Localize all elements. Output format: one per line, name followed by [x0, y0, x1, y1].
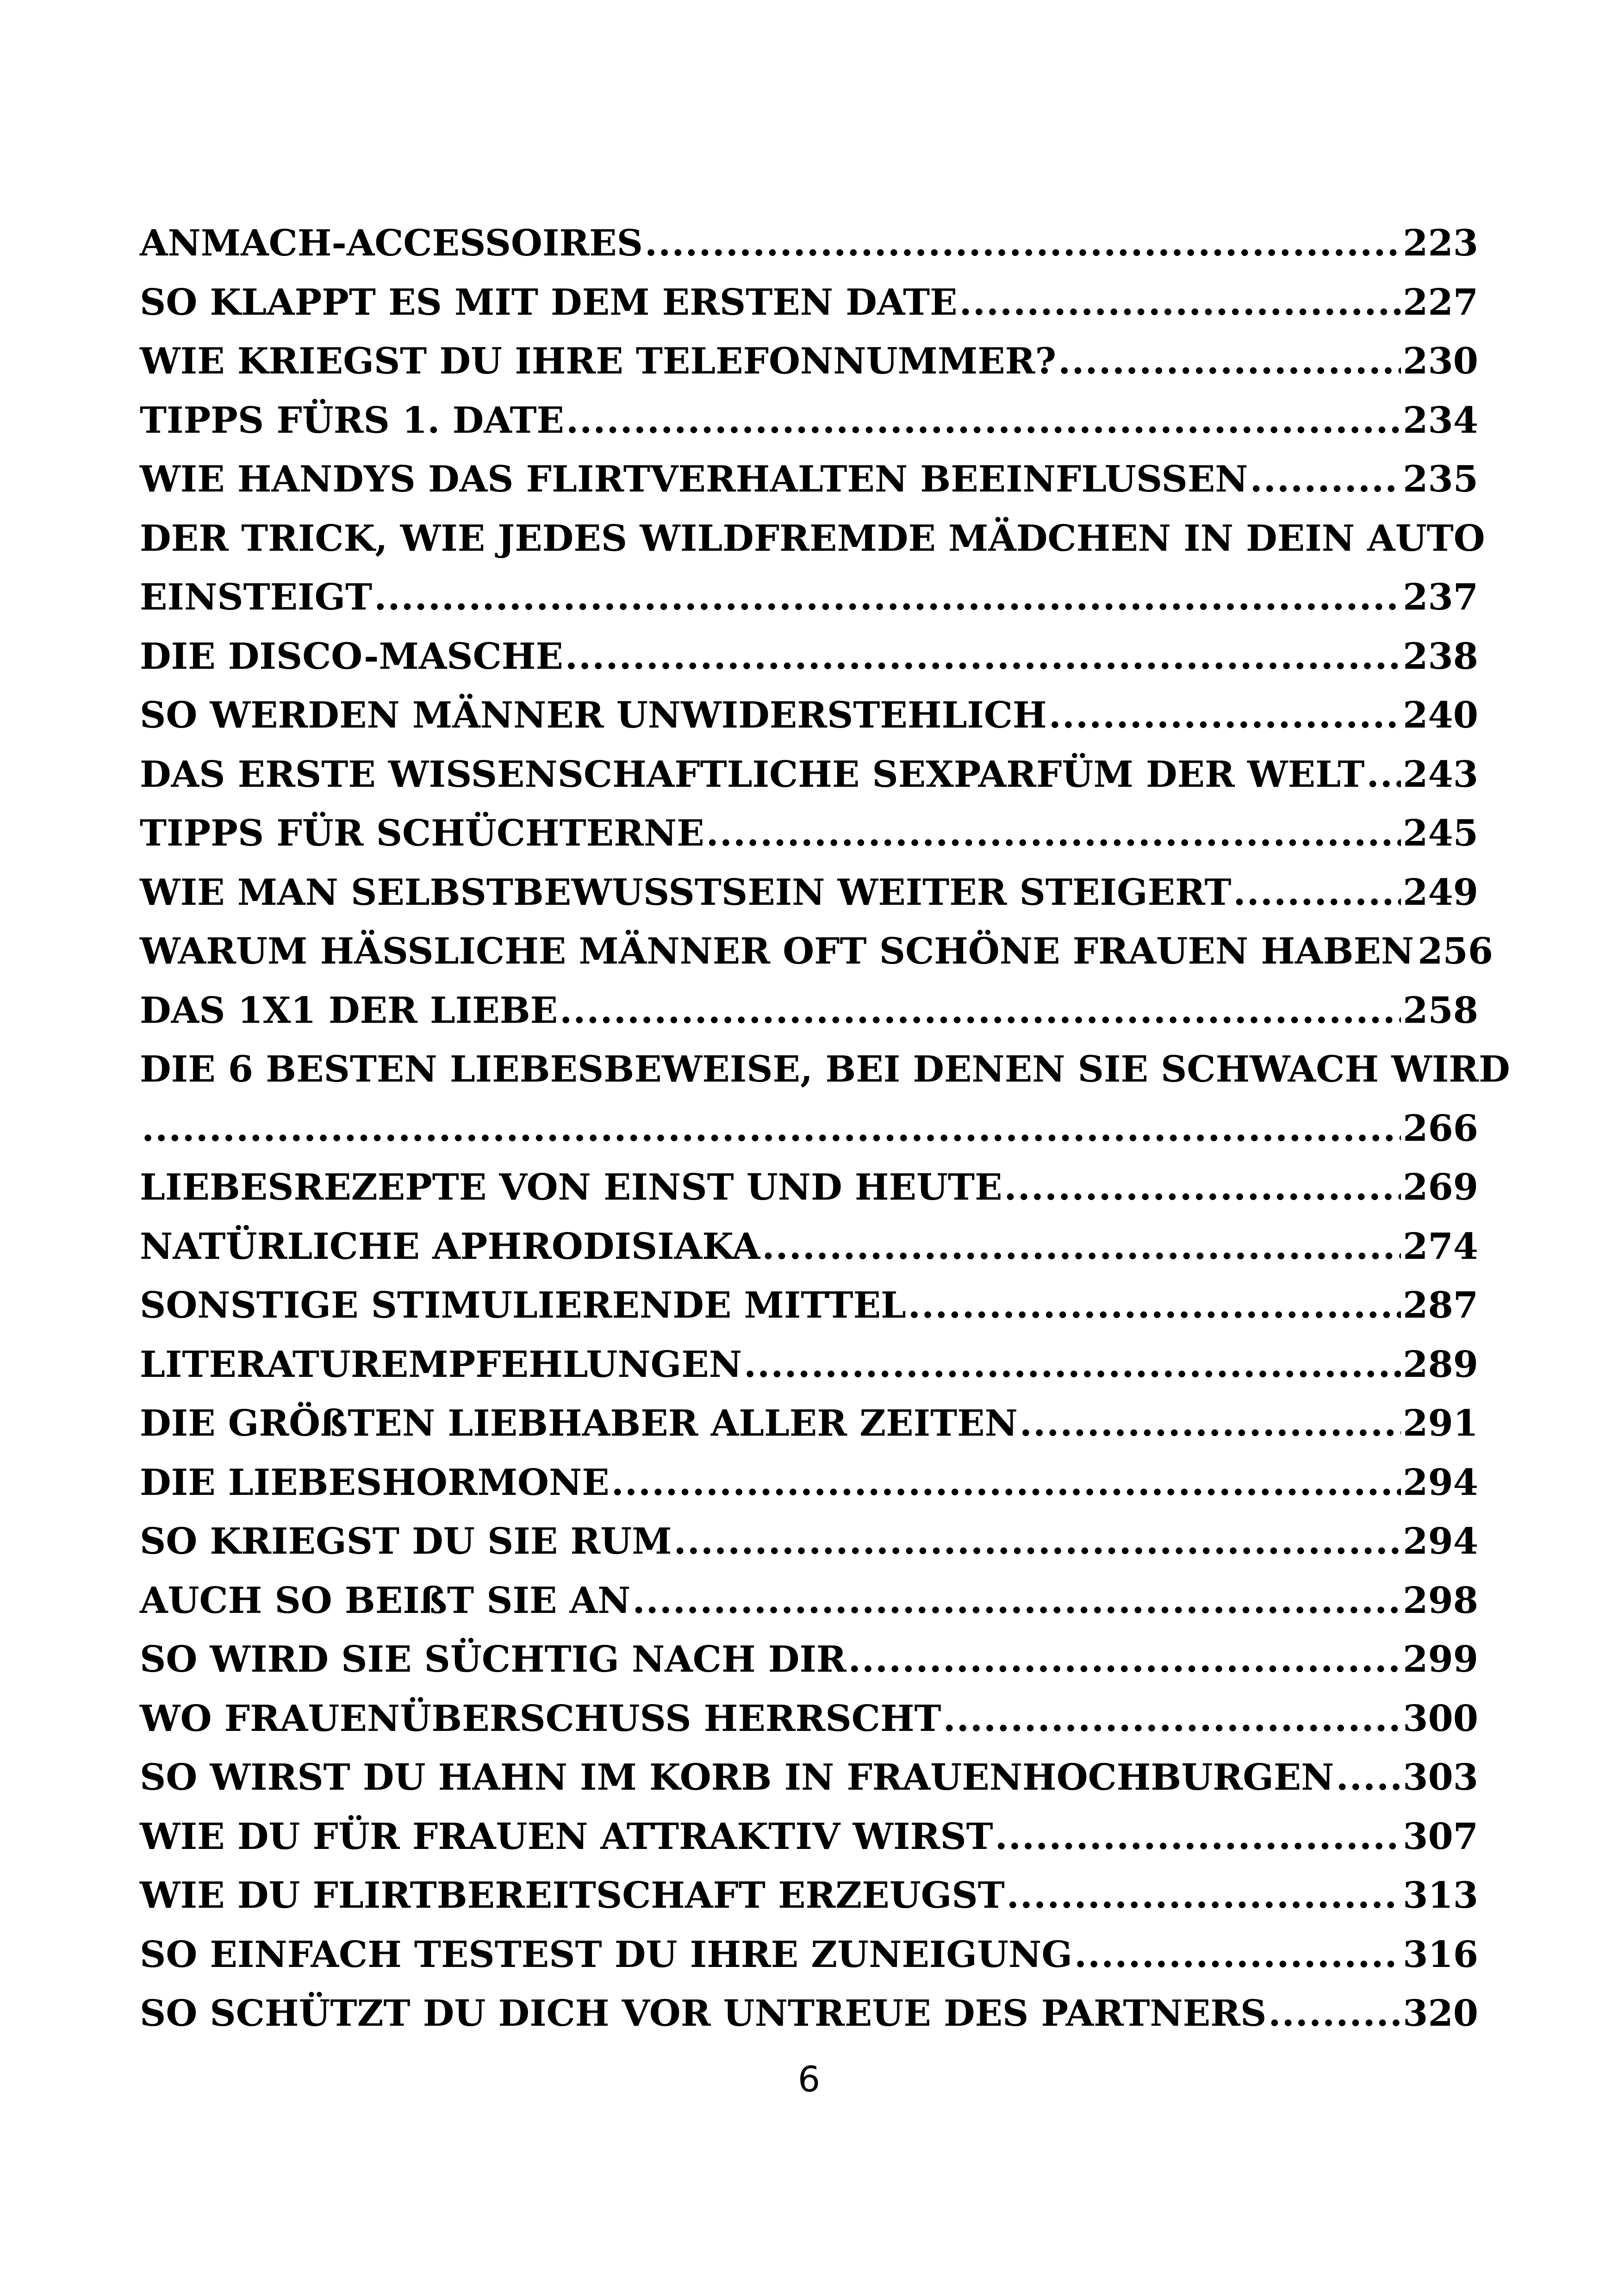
toc-entry-page: 234: [1403, 399, 1478, 442]
toc-entry: [140, 1276, 1478, 1335]
toc-entry-page: 227: [1403, 281, 1478, 324]
toc-entry-title: WIE MAN SELBSTBEWUSSTSEIN WEITER STEIGERT: [140, 871, 1232, 914]
toc-entry-title: WIE KRIEGST DU IHRE TELEFONNUMMER?: [140, 340, 1057, 382]
toc-dot-leader: [744, 1335, 1401, 1394]
toc-dot-leader: [611, 1453, 1401, 1512]
toc-entry: [140, 1689, 1478, 1748]
toc-entry-continuation: [140, 1099, 1478, 1158]
toc-entry-page: 299: [1403, 1638, 1478, 1680]
toc-dot-leader: [560, 981, 1401, 1040]
toc-entry: [140, 450, 1478, 509]
toc-entry-title: TIPPS FÜRS 1. DATE: [140, 399, 564, 442]
toc-entry-title: NATÜRLICHE APHRODISIAKA: [140, 1225, 760, 1268]
toc-entry: [140, 863, 1478, 922]
toc-entry-title: SO WIRST DU HAHN IM KORB IN FRAUENHOCHBURGEN: [140, 1756, 1334, 1798]
toc-dot-leader: [995, 1807, 1401, 1867]
toc-entry-title: LITERATUREMPFEHLUNGEN: [140, 1343, 742, 1386]
toc-entry-title: ANMACH-ACCESSOIRES: [140, 222, 643, 264]
toc-dot-leader: [908, 1276, 1401, 1335]
toc-entry-page: 298: [1403, 1579, 1478, 1622]
toc-dot-leader: [565, 627, 1401, 686]
toc-entry-page: 303: [1403, 1756, 1478, 1798]
toc-dot-leader: [566, 391, 1401, 450]
toc-entry-title: WIE DU FÜR FRAUEN ATTRAKTIV WIRST: [140, 1815, 993, 1858]
toc-dot-leader: [1268, 1984, 1401, 2043]
toc-entry-title: SO EINFACH TESTEST DU IHRE ZUNEIGUNG: [140, 1933, 1072, 1976]
toc-dot-leader: [1336, 1748, 1401, 1807]
toc-entry-page: 245: [1403, 812, 1478, 854]
toc-dot-leader: [1367, 745, 1401, 804]
toc-dot-leader: [943, 1689, 1401, 1748]
toc-entry-page: 235: [1403, 458, 1478, 500]
toc-dot-leader: [1007, 1866, 1401, 1925]
toc-entry-continuation: [140, 568, 1478, 627]
toc-entry: [140, 804, 1478, 863]
toc-entry-page: 238: [1403, 635, 1478, 678]
page-number: 6: [797, 2059, 821, 2100]
toc-entry: [140, 1807, 1478, 1867]
toc-dot-leader: [645, 214, 1401, 273]
toc-entry-title: SO KRIEGST DU SIE RUM: [140, 1520, 672, 1562]
toc-entry-title: DIE LIEBESHORMONE: [140, 1461, 610, 1504]
table-of-contents: [140, 214, 1510, 2043]
toc-entry-title: DAS ERSTE WISSENSCHAFTLICHE SEXPARFÜM DER WELT: [140, 753, 1365, 796]
toc-entry-title: WIE HANDYS DAS FLIRTVERHALTEN BEEINFLUSSEN: [140, 458, 1248, 500]
toc-entry-page: 258: [1403, 989, 1478, 1032]
toc-entry-page: 266: [1403, 1107, 1478, 1150]
toc-dot-leader: [374, 568, 1401, 627]
toc-entry: [140, 1748, 1478, 1807]
toc-entry: [140, 1040, 1510, 1158]
toc-dot-leader: [674, 1512, 1401, 1571]
toc-entry: [140, 981, 1478, 1040]
toc-entry: [140, 627, 1478, 686]
toc-dot-leader: [1004, 1158, 1401, 1217]
toc-entry-page: 300: [1403, 1697, 1478, 1740]
toc-entry-title: DIE 6 BESTEN LIEBESBEWEISE, BEI DENEN SIE SCHWACH WIRD: [140, 1048, 1510, 1090]
toc-dot-leader: [1058, 332, 1401, 391]
toc-entry-page: 313: [1403, 1874, 1478, 1916]
toc-entry: [140, 273, 1478, 332]
toc-entry-title: WARUM HÄSSLICHE MÄNNER OFT SCHÖNE FRAUEN HABEN: [140, 930, 1414, 972]
toc-entry: [140, 922, 1494, 981]
toc-entry: [140, 1217, 1478, 1276]
toc-entry-title: AUCH SO BEIßT SIE AN: [140, 1579, 631, 1622]
toc-entry-title: WIE DU FLIRTBEREITSCHAFT ERZEUGST: [140, 1874, 1005, 1916]
toc-entry-page: 230: [1403, 340, 1478, 382]
toc-dot-leader: [1074, 1925, 1401, 1985]
toc-entry: [140, 1984, 1478, 2043]
toc-dot-leader: [706, 804, 1401, 863]
toc-entry-title: LIEBESREZEPTE VON EINST UND HEUTE: [140, 1166, 1002, 1208]
toc-entry-title: SO WERDEN MÄNNER UNWIDERSTEHLICH: [140, 694, 1047, 736]
toc-entry-title: DER TRICK, WIE JEDES WILDFREMDE MÄDCHEN IN DEIN AUTO: [140, 517, 1485, 560]
toc-entry: [140, 509, 1485, 627]
toc-entry: [140, 1512, 1478, 1571]
toc-entry-page: 294: [1403, 1461, 1478, 1504]
toc-entry-page: 269: [1403, 1166, 1478, 1208]
toc-entry: [140, 332, 1478, 391]
toc-entry: [140, 1630, 1478, 1689]
toc-entry: [140, 1453, 1478, 1512]
toc-dot-leader: [959, 273, 1401, 332]
toc-dot-leader: [848, 1630, 1401, 1689]
toc-entry: [140, 686, 1478, 745]
toc-dot-leader: [1233, 863, 1401, 922]
toc-entry: [140, 1571, 1478, 1630]
toc-dot-leader: [762, 1217, 1401, 1276]
toc-entry-page: 237: [1403, 576, 1478, 618]
toc-dot-leader: [1250, 450, 1401, 509]
toc-entry: [140, 1925, 1478, 1985]
toc-entry-page: 316: [1403, 1933, 1478, 1976]
toc-entry-page: 256: [1418, 930, 1494, 972]
toc-entry-title: SO KLAPPT ES MIT DEM ERSTEN DATE: [140, 281, 958, 324]
toc-dot-leader: [1020, 1394, 1401, 1453]
toc-dot-leader: [1049, 686, 1401, 745]
toc-entry-page: 289: [1403, 1343, 1478, 1386]
toc-entry-page: 320: [1403, 1992, 1478, 2035]
toc-entry-page: 274: [1403, 1225, 1478, 1268]
toc-entry: [140, 214, 1478, 273]
toc-entry-title: SO WIRD SIE SÜCHTIG NACH DIR: [140, 1638, 846, 1680]
toc-entry: [140, 745, 1478, 804]
toc-entry: [140, 1866, 1478, 1925]
toc-entry-page: 240: [1403, 694, 1478, 736]
toc-entry-page: 249: [1403, 871, 1478, 914]
toc-entry: [140, 1158, 1478, 1217]
toc-entry: [140, 1335, 1478, 1394]
toc-entry-title: DAS 1X1 DER LIEBE: [140, 989, 558, 1032]
toc-entry-page: 287: [1403, 1284, 1478, 1326]
toc-entry-title-continued: EINSTEIGT: [140, 576, 373, 618]
toc-entry-title: TIPPS FÜR SCHÜCHTERNE: [140, 812, 704, 854]
toc-entry-page: 243: [1403, 753, 1478, 796]
toc-entry-page: 294: [1403, 1520, 1478, 1562]
toc-entry-title: DIE GRÖßTEN LIEBHABER ALLER ZEITEN: [140, 1402, 1018, 1444]
toc-entry-title: SONSTIGE STIMULIERENDE MITTEL: [140, 1284, 906, 1326]
toc-entry-page: 307: [1403, 1815, 1478, 1858]
toc-entry: [140, 391, 1478, 450]
toc-dot-leader: [632, 1571, 1401, 1630]
toc-entry: [140, 1394, 1478, 1453]
toc-entry-page: 291: [1403, 1402, 1478, 1444]
toc-entry-title: WO FRAUENÜBERSCHUSS HERRSCHT: [140, 1697, 941, 1740]
toc-dot-leader: [142, 1099, 1401, 1158]
toc-entry-title: SO SCHÜTZT DU DICH VOR UNTREUE DES PARTNERS: [140, 1992, 1267, 2035]
toc-entry-page: 223: [1403, 222, 1478, 264]
toc-entry-title: DIE DISCO-MASCHE: [140, 635, 563, 678]
